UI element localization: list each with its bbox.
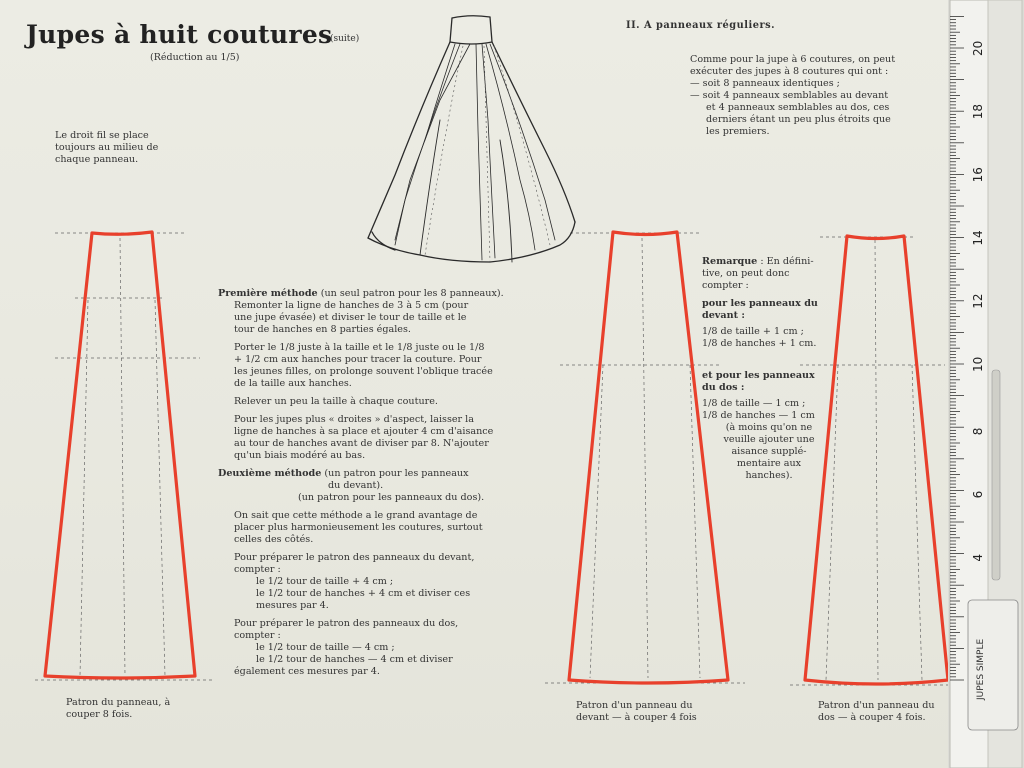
ruler-label: 4 bbox=[971, 553, 985, 562]
text-line: tour de hanches en 8 parties égales. bbox=[234, 324, 411, 335]
methode1-label: Première méthode bbox=[218, 288, 318, 299]
text-line: le 1/2 tour de hanches — 4 cm et diviser bbox=[256, 654, 453, 665]
text-line: Pour préparer le patron des panneaux du devant, bbox=[234, 552, 475, 563]
text-line: compter : bbox=[702, 280, 749, 291]
methode2-label: Deuxième méthode bbox=[218, 468, 322, 479]
text-line: au tour de hanches avant de diviser par 8. N'ajouter bbox=[234, 438, 489, 449]
panel-pattern-8 bbox=[45, 232, 195, 678]
text-line: mesures par 4. bbox=[256, 600, 329, 611]
methode1-label-rest: (un seul patron pour les 8 panneaux). bbox=[317, 288, 504, 299]
ruler-label: 6 bbox=[971, 490, 985, 499]
text-line: le 1/2 tour de hanches + 4 cm et diviser ces bbox=[256, 588, 471, 599]
text-line: 1/8 de taille + 1 cm ; bbox=[702, 326, 804, 337]
text-line: mentaire aux bbox=[736, 458, 802, 469]
caption-line: devant — à couper 4 fois bbox=[576, 712, 697, 723]
text-line: 1/8 de hanches + 1 cm. bbox=[702, 338, 817, 349]
text-line: Pour préparer le patron des panneaux du dos, bbox=[234, 618, 459, 629]
text-line: une jupe évasée) et diviser le tour de taille et le bbox=[234, 312, 467, 323]
text-line: Porter le 1/8 juste à la taille et le 1/8 juste ou le 1/8 bbox=[234, 342, 485, 353]
caption-panel-dos bbox=[818, 700, 935, 724]
text-line: hanches). bbox=[745, 470, 793, 481]
remarque-devant-head: devant : bbox=[702, 310, 745, 321]
text-line: Remonter la ligne de hanches de 3 à 5 cm (pour bbox=[234, 300, 469, 311]
text-line: le 1/2 tour de taille + 4 cm ; bbox=[256, 576, 394, 587]
remarque-dos-head: et pour les panneaux bbox=[702, 370, 815, 381]
intro-line: derniers étant un peu plus étroits que bbox=[706, 114, 891, 125]
remarque-devant-head: pour les panneaux du bbox=[702, 298, 818, 309]
center-grain-line bbox=[120, 238, 125, 676]
caption-panel-devant bbox=[576, 700, 697, 724]
caption-line: Patron d'un panneau du bbox=[818, 700, 935, 711]
grain-note bbox=[55, 130, 158, 166]
methode-text bbox=[218, 288, 548, 678]
text-line: ligne de hanches à sa place et ajouter 4 cm d'aisance bbox=[234, 426, 494, 437]
text-line: également ces mesures par 4. bbox=[234, 666, 380, 677]
ruler-label: 18 bbox=[971, 103, 985, 120]
text-line: compter : bbox=[234, 564, 281, 575]
intro-line: — soit 8 panneaux identiques ; bbox=[690, 78, 840, 89]
text-line: Relever un peu la taille à chaque couture. bbox=[234, 396, 438, 407]
text-line: (à moins qu'on ne bbox=[725, 422, 813, 433]
caption-line: couper 8 fois. bbox=[66, 709, 133, 720]
reduction-note: (Réduction au 1/5) bbox=[150, 52, 240, 63]
intro-line: — soit 4 panneaux semblables au devant bbox=[690, 90, 889, 101]
text-line: de la taille aux hanches. bbox=[234, 378, 352, 389]
intro-line: exécuter des jupes à 8 coutures qui ont : bbox=[690, 66, 889, 77]
text-line: placer plus harmonieusement les coutures, surtout bbox=[234, 522, 483, 533]
ruler-label: 8 bbox=[971, 427, 985, 436]
text-line: aisance supplé- bbox=[731, 446, 807, 457]
intro-line: les premiers. bbox=[706, 126, 770, 137]
text-line: Pour les jupes plus « droites » d'aspect, laisser la bbox=[234, 414, 474, 425]
center-grain-line bbox=[875, 240, 878, 680]
remarque-block bbox=[702, 256, 836, 482]
page-title: Jupes à huit coutures bbox=[26, 20, 333, 49]
remarque-dos-head: du dos : bbox=[702, 382, 745, 393]
text-line: compter : bbox=[234, 630, 281, 641]
text-line: celles des côtés. bbox=[234, 534, 314, 545]
remarque-label: Remarque bbox=[702, 256, 758, 267]
text-line: + 1/2 cm aux hanches pour tracer la couture. Pour bbox=[234, 354, 482, 365]
caption-panel-8 bbox=[66, 697, 170, 721]
title-suffix: (suite) bbox=[330, 34, 360, 44]
seam-guide bbox=[80, 300, 88, 676]
caption-line: Patron du panneau, à bbox=[66, 697, 171, 708]
remarque-first: : En défini- bbox=[757, 256, 814, 267]
methode2-label-rest: (un patron pour les panneaux bbox=[321, 468, 469, 479]
grain-note-line: Le droit fil se place bbox=[55, 130, 149, 141]
ruler-label: 20 bbox=[971, 40, 985, 56]
text-line: On sait que cette méthode a le grand avantage de bbox=[234, 510, 478, 521]
ruler-label: 14 bbox=[971, 230, 985, 246]
caption-line: Patron d'un panneau du bbox=[576, 700, 693, 711]
text-line: du devant). bbox=[328, 480, 384, 491]
intro-line: Comme pour la jupe à 6 coutures, on peut bbox=[690, 54, 896, 65]
grain-note-line: toujours au milieu de bbox=[55, 142, 159, 153]
section-heading: II. A panneaux réguliers. bbox=[626, 20, 776, 31]
text-line: les jeunes filles, on prolonge souvent l'oblique tracée bbox=[234, 366, 493, 377]
text-line: le 1/2 tour de taille — 4 cm ; bbox=[256, 642, 395, 653]
text-line: qu'un biais modéré au bas. bbox=[234, 450, 366, 461]
caption-line: dos — à couper 4 fois. bbox=[818, 712, 926, 723]
text-line: 1/8 de taille — 1 cm ; bbox=[702, 398, 806, 409]
text-line: 1/8 de hanches — 1 cm bbox=[702, 410, 815, 421]
intro-line: et 4 panneaux semblables au dos, ces bbox=[706, 102, 890, 113]
text-line: veuille ajouter une bbox=[723, 434, 815, 445]
section-intro bbox=[690, 54, 895, 138]
text-line: tive, on peut donc bbox=[702, 268, 790, 279]
ruler-label: 16 bbox=[971, 167, 985, 183]
skirt-sketch bbox=[368, 16, 575, 262]
ruler-label: 12 bbox=[971, 293, 985, 309]
ruler-brand: JUPES SIMPLE bbox=[976, 638, 986, 700]
grain-note-line: chaque panneau. bbox=[55, 154, 139, 165]
ruler bbox=[948, 0, 1024, 768]
center-grain-line bbox=[642, 238, 648, 678]
text-line: (un patron pour les panneaux du dos). bbox=[298, 492, 485, 503]
ruler-label: 10 bbox=[971, 356, 985, 372]
